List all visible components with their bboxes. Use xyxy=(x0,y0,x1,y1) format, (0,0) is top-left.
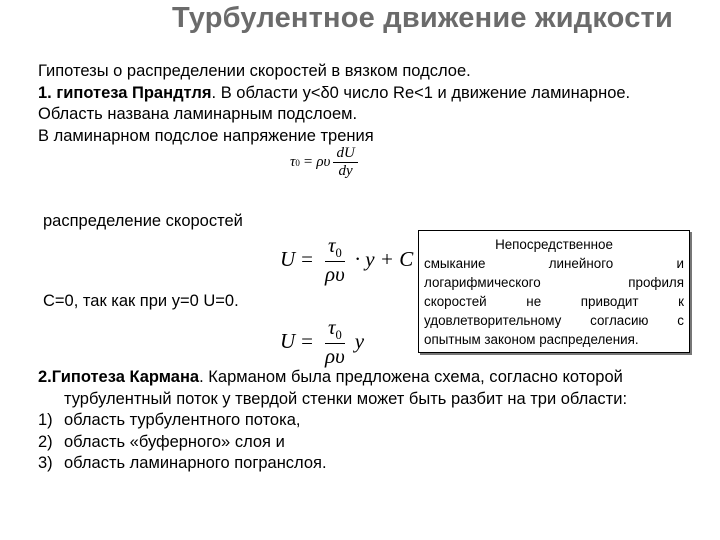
note-box xyxy=(418,230,690,353)
list-item xyxy=(38,410,698,432)
formula3-eq: = xyxy=(301,328,314,353)
karman-section xyxy=(38,367,698,475)
formula2-fraction xyxy=(322,233,348,286)
note-line: опытным законом распределения. xyxy=(424,332,639,347)
formula1-den: dy xyxy=(338,163,353,180)
formula3-lhs: U xyxy=(280,328,296,353)
slide-title: Турбулентное движение жидкости xyxy=(172,2,673,34)
formula2-tail: · y + C xyxy=(354,246,414,271)
list-item-text: область «буферного» слоя и xyxy=(64,432,285,451)
karman-continuation: турбулентный поток у твердой стенки может быть разбит на три области: xyxy=(64,389,628,408)
formula2-eq: = xyxy=(301,246,314,271)
list-item-text: область ламинарного погранслоя. xyxy=(64,454,327,472)
karman-heading-rest: . Карманом была предложена схема, согласно которой xyxy=(199,368,623,386)
list-item xyxy=(38,432,698,454)
formula3-num-wrap xyxy=(325,315,345,344)
formula2-num: τ xyxy=(327,233,336,257)
velocity-distribution-label: распределение скоростей xyxy=(43,212,243,230)
friction-stress-formula xyxy=(290,145,361,181)
karman-heading-line xyxy=(38,367,698,389)
formula1-eq: = xyxy=(303,154,313,171)
constant-note: C=0, так как при y=0 U=0. xyxy=(43,292,239,310)
list-item xyxy=(38,453,698,475)
formula3-fraction xyxy=(322,315,348,368)
formula1-fraction xyxy=(333,145,357,181)
intro-line-2 xyxy=(38,83,708,105)
list-item-number: 1) xyxy=(38,411,53,429)
formula2-num-sub: 0 xyxy=(335,246,342,261)
list-item-number: 3) xyxy=(38,454,53,472)
karman-hypothesis-heading: 2.Гипотеза Кармана xyxy=(38,368,200,386)
note-line: Непосредственное xyxy=(495,237,613,252)
prandtl-hypothesis-heading: 1. гипотеза Прандтля xyxy=(38,83,212,102)
formula1-lhs-sub: 0 xyxy=(295,157,300,168)
formula3-num: τ xyxy=(327,315,336,339)
intro-line-2-rest: . В области y<δ0 число Re<1 и движение ламинарное. xyxy=(211,83,631,102)
note-line: логарифмического профиля xyxy=(424,275,684,290)
intro-line-3: Область названа ламинарным подслоем. xyxy=(38,105,358,123)
intro-text xyxy=(38,61,708,147)
linear-profile-formula xyxy=(280,315,364,368)
formula3-num-sub: 0 xyxy=(335,328,342,343)
note-line: смыкание линейного и xyxy=(424,256,684,271)
formula2-num-wrap xyxy=(325,233,345,262)
formula1-num: dU xyxy=(333,145,357,163)
velocity-distribution-formula xyxy=(280,233,413,286)
list-item-number: 2) xyxy=(38,432,53,451)
formula1-lhs: τ xyxy=(290,154,296,171)
formula2-den: ρυ xyxy=(325,261,345,286)
formula3-tail: y xyxy=(354,328,365,353)
formula1-coef: ρυ xyxy=(316,154,331,171)
note-line: скоростей не приводит к xyxy=(424,294,684,309)
intro-line-4: В ламинарном подслое напряжение трения xyxy=(38,126,374,145)
list-item-text: область турбулентного потока, xyxy=(64,411,301,429)
formula2-lhs: U xyxy=(280,246,296,271)
formula3-den: ρυ xyxy=(325,343,345,368)
intro-line-1: Гипотезы о распределении скоростей в вязком подслое. xyxy=(38,62,471,80)
note-line: удовлетворительному согласию с xyxy=(424,313,684,328)
